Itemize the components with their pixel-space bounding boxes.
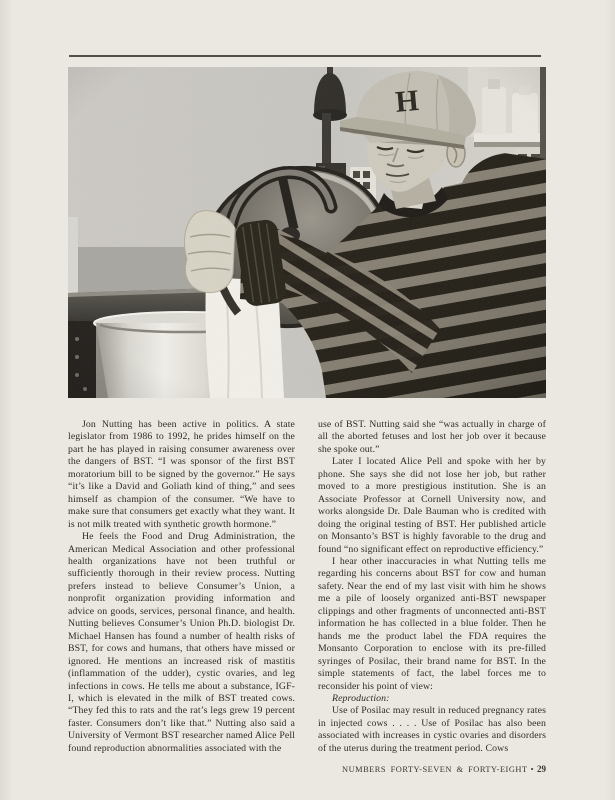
paragraph: use of BST. Nutting said she “was actually in charge of all the aborted fetuses and lost her job over it because she spoke out.” [318, 419, 546, 455]
top-rule [69, 55, 541, 57]
paragraph: Use of Posilac may result in reduced pregnancy rates in injected cows . . . . Use of Posilac has also been associated with increases in cystic ovaries and disorders of the uterus during the treatment period. Cows [318, 705, 546, 754]
bullet-separator: • [530, 765, 534, 774]
folio-line [68, 764, 546, 774]
photo-illustration [68, 67, 546, 398]
paragraph-label-reproduction: Reproduction: [332, 692, 390, 704]
body-column-left [68, 419, 295, 755]
paragraph: Later I located Alice Pell and spoke with her by phone. She says she did not lose her job, but rather moved to a more prestigious institution. She is an Associate Professor at Cornell University now, and works alongside Dr. Dale Bauman who is credited with doing the original testing of BST. Her published article on Monsanto’s BST is highly favorable to the drug and found “no significant effect on reproductive efficiency.” [318, 456, 546, 555]
paragraph: Jon Nutting has been active in politics. A state legislator from 1986 to 1992, he prides himself on the part he has played in raising consumer awareness over the dangers of BST. “I was sponsor of the first BST moratorium bill to be signed by the governor.” He says “it’s like a David and Goliath kind of thing,” and sees himself as champion of the consumer. “We have to make sure that consumers get exactly what they want. It is not milk treated with synthetic growth hormone.” [68, 419, 295, 530]
article-body [68, 419, 546, 755]
vignette [68, 67, 546, 398]
issue-title: NUMBERS FORTY-SEVEN & FORTY-EIGHT [342, 765, 528, 774]
body-column-right [318, 419, 546, 755]
page-number: 29 [537, 764, 546, 774]
photo-man-with-kettle [68, 67, 546, 398]
paragraph: He feels the Food and Drug Administration, the American Medical Association and other professional health organizations have not been truthful or sufficiently thorough in their review process. Nutting prefers instead to believe Consumer’s Union, a nonprofit organization providing information and advice on goods, services, personal finance, and health. Nutting believes Consumer’s Union Ph.D. biologist Dr. Michael Hansen has found a number of health risks of BST, for cows and humans, that others have missed or ignored. He mentions an increased risk of mastitis (inflammation of the udder), cystic ovaries, and leg infections in cows. He tells me about a substance, IGF-I, which is elevated in the milk of BST treated cows. “They fed this to rats and the rat’s legs grew 19 percent faster. Consumers don’t like that.” Nutting also said a University of Vermont BST researcher named Alice Pell found reproduction abnormalities associated with the [68, 531, 295, 754]
paragraph: I hear other inaccuracies in what Nutting tells me regarding his concerns about BST for cow and human safety. Near the end of my last visit with him he shows me a pile of loosely organized anti-BST newspaper clippings and other fragments of unconnected anti-BST information he has collected in a blue folder. Then he hands me the product label the FDA requires the Monsanto Corporation to enclose with its pre-filled syringes of Posilac, their brand name for BST. In the simple statements of fact, the label forces me to reconsider his point of view: [318, 555, 546, 692]
